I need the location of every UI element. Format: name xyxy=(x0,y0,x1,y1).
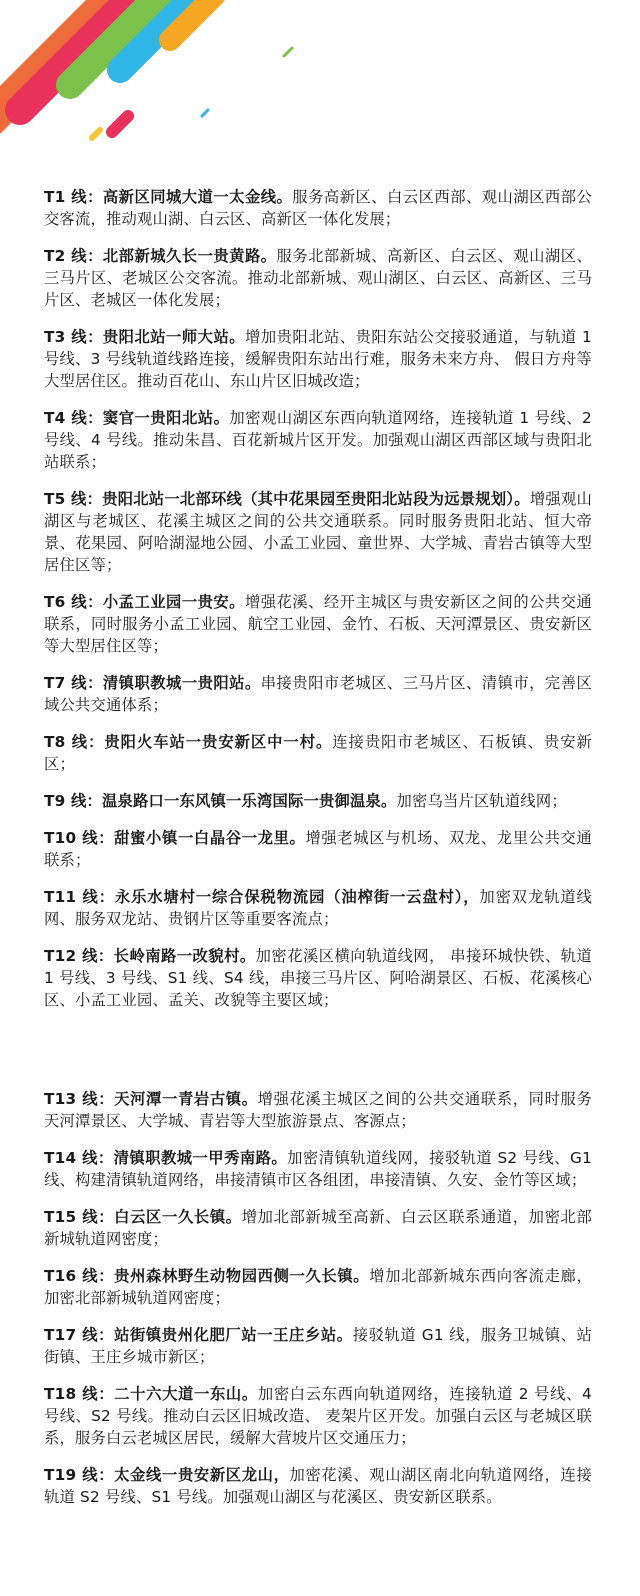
route-item-t3 xyxy=(44,326,592,392)
route-title: T7 线：清镇职教城一贵阳站。 xyxy=(44,674,261,692)
route-item-t14 xyxy=(44,1147,592,1191)
route-title: T10 线：甜蜜小镇一白晶谷一龙里。 xyxy=(44,829,306,847)
route-item-t11 xyxy=(44,886,592,930)
route-description: 串接贵阳市老城区、三马片区、清镇市，完善区域公共交通体系； xyxy=(44,674,593,714)
route-title: T6 线：小孟工业园一贵安。 xyxy=(44,593,245,611)
route-item-t6 xyxy=(44,591,592,657)
route-description: 加密白云东西向轨道网络，连接轨道 2 号线、4 号线、S2 号线。推动白云区旧城改造、 麦架片区开发。加强白云区与老城区联系，服务白云老城区居民，缓解大营坡片区交通压力； xyxy=(44,1385,592,1447)
route-description: 加密双龙轨道线网、服务双龙站、贵钢片区等重要客流点； xyxy=(44,888,593,928)
route-description: 加密清镇轨道线网，接驳轨道 S2 号线、G1 线、构建清镇轨道网络，串接清镇市区各组团，串接清镇、久安、金竹等区域； xyxy=(44,1149,592,1189)
route-title: T17 线：站街镇贵州化肥厂站一王庄乡站。 xyxy=(44,1326,353,1344)
route-title: T19 线：太金线一贵安新区龙山， xyxy=(44,1466,290,1484)
route-description: 增加贵阳北站、贵阳东站公交接驳通道，与轨道 1 号线、3 号线轨道线路连接，缓解贵阳东站出行难，服务未来方舟、 假日方舟等大型居住区。推动百花山、东山片区旧城改造； xyxy=(44,328,592,390)
route-item-t2 xyxy=(44,245,592,311)
route-item-t19 xyxy=(44,1464,592,1508)
route-description: 增加北部新城东西向客流走廊，加密北部新城轨道网密度； xyxy=(44,1267,592,1307)
route-description: 增强老城区与机场、双龙、龙里公共交通联系； xyxy=(44,829,592,869)
route-title: T2 线：北部新城久长一贵黄路。 xyxy=(44,247,277,265)
route-title: T11 线：永乐水塘村一综合保税物流园（油榨街一云盘村）， xyxy=(44,888,480,906)
decorative-stripes-graphic xyxy=(0,0,300,160)
route-description: 加密乌当片区轨道线网； xyxy=(396,792,567,810)
route-description: 服务北部新城、高新区、白云区、观山湖区、三马片区、老城区公交客流。推动北部新城、观山湖区、白云区、高新区、三马片区、老城区一体化发展； xyxy=(44,247,592,309)
route-description: 增强花溪、经开主城区与贵安新区之间的公共交通联系，同时服务小孟工业园、航空工业园、金竹、石板、天河潭景区、贵安新区等大型居住区等； xyxy=(44,593,592,655)
route-title: T14 线：清镇职教城一甲秀南路。 xyxy=(44,1149,288,1167)
route-title: T15 线：白云区一久长镇。 xyxy=(44,1208,242,1226)
route-description: 增强花溪主城区之间的公共交通联系，同时服务天河潭景区、大学城、青岩等大型旅游景点、客源点； xyxy=(44,1090,592,1130)
route-description: 加密花溪、观山湖区南北向轨道网络，连接轨道 S2 号线、S1 号线。加强观山湖区与花溪区、贵安新区联系。 xyxy=(44,1466,592,1506)
route-title: T13 线：天河潭一青岩古镇。 xyxy=(44,1090,258,1108)
route-item-t9 xyxy=(44,790,592,812)
route-item-t10 xyxy=(44,827,592,871)
route-title: T9 线：温泉路口一东风镇一乐湾国际一贵御温泉。 xyxy=(44,792,397,810)
route-item-t8 xyxy=(44,731,592,775)
route-item-t17 xyxy=(44,1324,592,1368)
route-title: T12 线：长岭南路一改貌村。 xyxy=(44,947,256,965)
route-title: T4 线：窦官一贵阳北站。 xyxy=(44,409,230,427)
route-item-t15 xyxy=(44,1206,592,1250)
route-description: 接驳轨道 G1 线，服务卫城镇、站街镇、王庄乡城市新区； xyxy=(44,1326,593,1366)
route-item-t12 xyxy=(44,945,592,1011)
route-item-t16 xyxy=(44,1265,592,1309)
route-description: 增强观山湖区与老城区、花溪主城区之间的公共交通联系。同时服务贵阳北站、恒大帝景、花果园、阿哈湖湿地公园、小孟工业园、童世界、大学城、青岩古镇等大型居住区等； xyxy=(44,490,592,574)
route-title: T18 线：二十六大道一东山。 xyxy=(44,1385,258,1403)
route-description: 加密观山湖区东西向轨道网络，连接轨道 1 号线、2 号线、4 号线。推动朱昌、百花新城片区开发。加强观山湖区西部区域与贵阳北站联系； xyxy=(44,409,592,471)
route-description: 服务高新区、白云区西部、观山湖区西部公交客流，推动观山湖、白云区、高新区一体化发展； xyxy=(44,188,592,228)
route-item-t5 xyxy=(44,488,592,576)
route-item-t7 xyxy=(44,672,592,716)
route-title: T16 线：贵州森林野生动物园西侧一久长镇。 xyxy=(44,1267,370,1285)
route-title: T5 线：贵阳北站一北部环线（其中花果园至贵阳北站段为远景规划）。 xyxy=(44,490,530,508)
route-item-t1 xyxy=(44,186,592,230)
route-description: 连接贵阳市老城区、石板镇、贵安新区； xyxy=(44,733,592,773)
route-title: T1 线：高新区同城大道一太金线。 xyxy=(44,188,293,206)
route-item-t18 xyxy=(44,1383,592,1449)
route-title: T8 线：贵阳火车站一贵安新区中一村。 xyxy=(44,733,333,751)
route-description: 加密花溪区横向轨道线网， 串接环城快铁、轨道 1 号线、3 号线、S1 线、S4 线，串接三马片区、阿哈湖景区、石板、花溪核心区、小孟工业园、孟关、改貌等主要区域； xyxy=(44,947,592,1009)
route-item-t4 xyxy=(44,407,592,473)
route-description: 增加北部新城至高新、白云区联系通道，加密北部新城轨道网密度； xyxy=(44,1208,592,1248)
route-list xyxy=(44,186,592,1523)
route-title: T3 线：贵阳北站一师大站。 xyxy=(44,328,246,346)
route-item-t13 xyxy=(44,1088,592,1132)
section-spacer xyxy=(44,1026,592,1088)
